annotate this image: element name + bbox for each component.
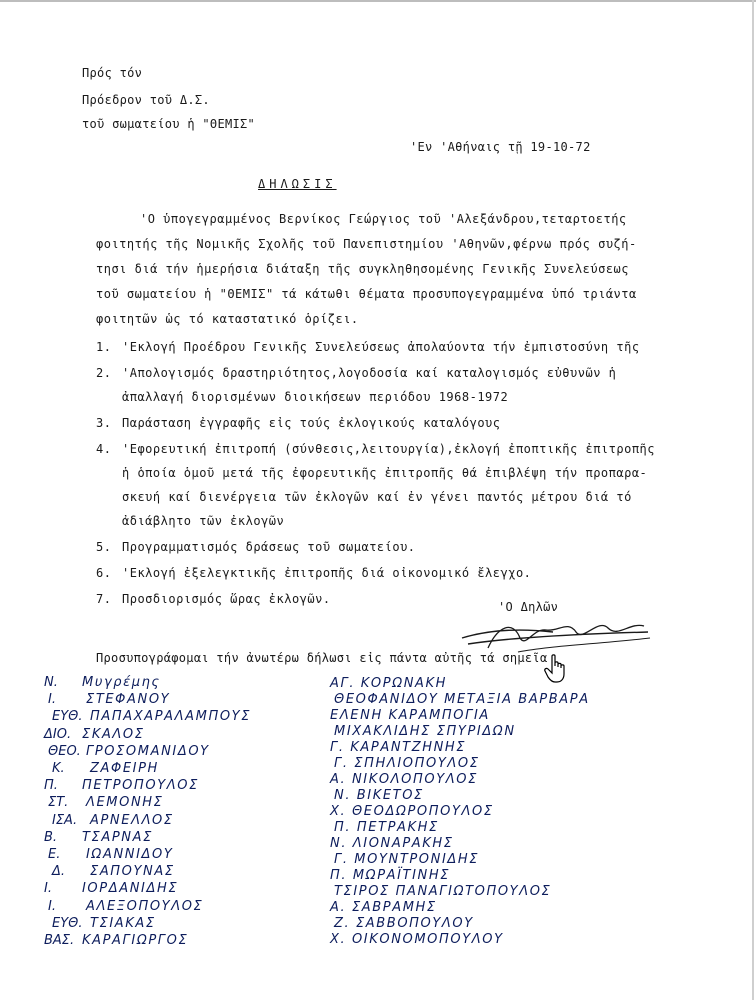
right-signature: ΑΓ. ΚΟΡΩΝΑΚΗ bbox=[330, 676, 448, 691]
agenda-item-number: 3. bbox=[96, 416, 112, 430]
cosign-statement: Προσυπογράφομαι τήν ἀνωτέρω δήλωσι εἰς πάντα αὐτῆς τά σημεῖα bbox=[96, 651, 548, 665]
agenda-item-line bbox=[96, 340, 640, 354]
signature-initial: Ν. bbox=[44, 675, 58, 690]
agenda-item-line bbox=[96, 566, 531, 580]
signature-initial: Ε. bbox=[48, 847, 61, 862]
signature-initial: ΔΙΟ. bbox=[44, 726, 72, 742]
signature-name: ΤΣΑΡΝΑΣ bbox=[82, 829, 153, 845]
signature-name: ΑΡΝΕΛΛΟΣ bbox=[90, 812, 174, 828]
agenda-item-line bbox=[96, 442, 655, 456]
signature-name: ΠΕΤΡΟΠΟΥΛΟΣ bbox=[82, 778, 199, 794]
address-line-2: Πρόεδρον τοῦ Δ.Σ. bbox=[82, 93, 210, 107]
agenda-item-text: 'Απολογισμός δραστηριότητος,λογοδοσία καί καταλογισμός εὐθυνῶν ἡ bbox=[122, 366, 617, 380]
right-signature: Ν. ΒΙΚΕΤΟΣ bbox=[334, 788, 424, 803]
left-signature bbox=[44, 830, 153, 845]
signature-name: ΓΡΟΣΟΜΑΝΙΔΟΥ bbox=[86, 743, 210, 759]
right-signature: Γ. ΜΟΥΝΤΡΟΝΙΔΗΣ bbox=[334, 852, 480, 867]
signature-initial: ΕΥΘ. bbox=[52, 915, 83, 931]
left-signature bbox=[52, 709, 251, 724]
agenda-item-text: 'Εκλογή ἐξελεγκτικῆς ἐπιτροπῆς διά οἰκονομικό ἔλεγχο. bbox=[122, 566, 532, 580]
agenda-item-line bbox=[96, 490, 632, 504]
agenda-item-line bbox=[96, 390, 508, 404]
right-signature: ΤΣΙΡΟΣ ΠΑΝΑΓΙΩΤΟΠΟΥΛΟΣ bbox=[334, 884, 552, 899]
signature-initial: Ι. bbox=[48, 898, 56, 914]
signature-name: ΛΕΜΟΝΗΣ bbox=[86, 795, 164, 811]
agenda-item-line bbox=[96, 540, 416, 554]
intro-line: τησι διά τήν ἡμερήσια διάταξη τῆς συγκληθησομένης Γενικῆς Συνελεύσεως bbox=[96, 262, 629, 276]
agenda-item-text: Προγραμματισμός δράσεως τοῦ σωματείου. bbox=[122, 540, 416, 554]
left-signature bbox=[48, 847, 173, 862]
left-signature bbox=[52, 761, 159, 776]
signature-initial: ΣΤ. bbox=[48, 795, 69, 811]
agenda-item-number: 1. bbox=[96, 340, 112, 354]
signature-initial: Β. bbox=[44, 829, 58, 845]
signature-initial: ΘΕΟ. bbox=[48, 743, 81, 759]
left-signature bbox=[48, 692, 170, 707]
left-signature bbox=[44, 881, 178, 896]
right-signature: Α. ΣΑΒΡΑΜΗΣ bbox=[330, 900, 437, 915]
left-signature bbox=[44, 933, 188, 948]
agenda-item-line bbox=[96, 416, 501, 430]
signature-initial: ΕΥΘ. bbox=[52, 709, 83, 725]
address-line-1: Πρός τόν bbox=[82, 66, 143, 80]
agenda-item-number: 4. bbox=[96, 442, 112, 456]
right-signature: ΕΛΕΝΗ ΚΑΡΑΜΠΟΓΙΑ bbox=[330, 708, 490, 723]
agenda-item-text: σκευή καί διενέργεια τῶν ἐκλογῶν καί ἐν γένει παντός μέτρου διά τό bbox=[122, 490, 632, 504]
right-signature: ΜΙΧΑΚΛΙΔΗΣ ΣΠΥΡΙΔΩΝ bbox=[334, 724, 516, 739]
signature-initial: Ι. bbox=[48, 692, 56, 708]
scan-right-border bbox=[752, 0, 754, 1000]
agenda-item-line bbox=[96, 514, 284, 528]
agenda-item-text: Παράσταση ἐγγραφῆς εἰς τούς ἐκλογικούς καταλόγους bbox=[122, 416, 501, 430]
right-signature: Π. ΜΩΡΑΪΤΙΝΗΣ bbox=[330, 868, 451, 883]
signature-name: ΠΑΠΑΧΑΡΑΛΑΜΠΟΥΣ bbox=[90, 709, 252, 725]
agenda-item-number: 5. bbox=[96, 540, 112, 554]
signature-name: ΣΤΕΦΑΝΟΥ bbox=[86, 692, 171, 708]
signature-name: ΙΟΡΔΑΝΙΔΗΣ bbox=[82, 881, 179, 897]
right-signature: Π. ΠΕΤΡΑΚΗΣ bbox=[334, 820, 439, 835]
agenda-item-text: 'Εκλογή Προέδρου Γενικῆς Συνελεύσεως ἀπολαύοντα τήν ἐμπιστοσύνη τῆς bbox=[122, 340, 640, 354]
signature-initial: Ι. bbox=[44, 881, 52, 897]
declarant-label: 'Ο Δηλῶν bbox=[498, 600, 559, 614]
left-signature bbox=[48, 795, 163, 810]
agenda-item-text: ἀπαλλαγή διορισμένων διοικήσεων περιόδου 1968-1972 bbox=[122, 390, 509, 404]
right-signature: ΘΕΟΦΑΝΙΔΟΥ ΜΕΤΑΞΙΑ ΒΑΡΒΑΡΑ bbox=[334, 692, 590, 707]
signature-name: ΚΑΡΑΓΙΩΡΓΟΣ bbox=[82, 933, 189, 948]
date-line: 'Εν 'Αθήναις τῇ 19-10-72 bbox=[410, 140, 591, 154]
hand-pointer-icon bbox=[544, 654, 568, 684]
left-signature bbox=[44, 727, 145, 742]
agenda-item-text: ἡ ὁποία ὁμοῦ μετά τῆς ἐφορευτικῆς ἐπιτροπῆς θά ἐπιβλέψη τήν προπαρα- bbox=[122, 466, 648, 480]
address-line-3: τοῦ σωματείου ἡ "ΘΕΜΙΣ" bbox=[82, 117, 256, 131]
signature-name: ΤΣΙΑΚΑΣ bbox=[90, 915, 156, 931]
intro-line: φοιτητῶν ὡς τό καταστατικό ὁρίζει. bbox=[96, 312, 359, 326]
left-signature bbox=[52, 864, 175, 879]
signature-name: ΣΑΠΟΥΝΑΣ bbox=[90, 864, 175, 880]
right-signature: Γ. ΚΑΡΑΝΤΖΗΝΗΣ bbox=[330, 740, 467, 755]
agenda-item-number: 2. bbox=[96, 366, 112, 380]
intro-line: 'Ο ὑπογεγραμμένος Βερνίκος Γεώργιος τοῦ 'Αλεξάνδρου,τεταρτοετής bbox=[140, 212, 627, 226]
left-signature bbox=[48, 899, 203, 914]
agenda-item-line bbox=[96, 366, 616, 380]
right-signature: Χ. ΟΙΚΟΝΟΜΟΠΟΥΛΟΥ bbox=[330, 932, 504, 947]
document-title: ΔΗΛΩΣΙΣ bbox=[258, 177, 337, 191]
agenda-item-number: 7. bbox=[96, 592, 112, 606]
right-signature: Α. ΝΙΚΟΛΟΠΟΥΛΟΣ bbox=[330, 772, 478, 787]
left-signature bbox=[44, 778, 199, 793]
signature-name: ΣΚΑΛΟΣ bbox=[82, 726, 145, 742]
signature-initial: Π. bbox=[44, 778, 58, 794]
agenda-item-text: ἀδιάβλητο τῶν ἐκλογῶν bbox=[122, 514, 285, 528]
agenda-item-line bbox=[96, 592, 331, 606]
signature-initial: ΒΑΣ. bbox=[44, 933, 75, 948]
signature-name: ΙΩΑΝΝΙΔΟΥ bbox=[86, 847, 174, 862]
intro-line: φοιτητής τῆς Νομικῆς Σχολῆς τοῦ Πανεπιστημίου 'Αθηνῶν,φέρνω πρός συζή- bbox=[96, 237, 637, 251]
intro-line: τοῦ σωματείου ἡ "ΘΕΜΙΣ" τά κάτωθι θέματα προσυπογεγραμμένα ὑπό τριάντα bbox=[96, 287, 637, 301]
left-signature bbox=[48, 744, 210, 759]
agenda-item-text: 'Εφορευτική ἐπιτροπή (σύνθεσις,λειτουργία),ἐκλογή ἐποπτικῆς ἐπιτροπῆς bbox=[122, 442, 655, 456]
signature-initial: Δ. bbox=[52, 864, 66, 880]
signature-initial: Κ. bbox=[52, 761, 65, 776]
left-signature bbox=[52, 813, 174, 828]
agenda-item-text: Προσδιορισμός ὥρας ἐκλογῶν. bbox=[122, 592, 331, 606]
agenda-item-number: 6. bbox=[96, 566, 112, 580]
left-signature bbox=[52, 916, 156, 931]
right-signature: Χ. ΘΕΟΔΩΡΟΠΟΥΛΟΣ bbox=[330, 804, 494, 819]
left-signature bbox=[44, 675, 161, 690]
signature-name: ΖΑΦΕΙΡΗ bbox=[90, 761, 159, 776]
right-signature: Γ. ΣΠΗΛΙΟΠΟΥΛΟΣ bbox=[334, 756, 480, 771]
scan-top-border bbox=[0, 0, 756, 2]
agenda-item-line bbox=[96, 466, 647, 480]
right-signature: Ζ. ΣΑΒΒΟΠΟΥΛΟΥ bbox=[334, 916, 474, 931]
signature-name: Μυγρέμης bbox=[82, 675, 161, 690]
signature-name: ΑΛΕΞΟΠΟΥΛΟΣ bbox=[86, 898, 204, 914]
signature-initial: ΙΣΑ. bbox=[52, 812, 78, 828]
right-signature: Ν. ΛΙΟΝΑΡΑΚΗΣ bbox=[330, 836, 454, 851]
